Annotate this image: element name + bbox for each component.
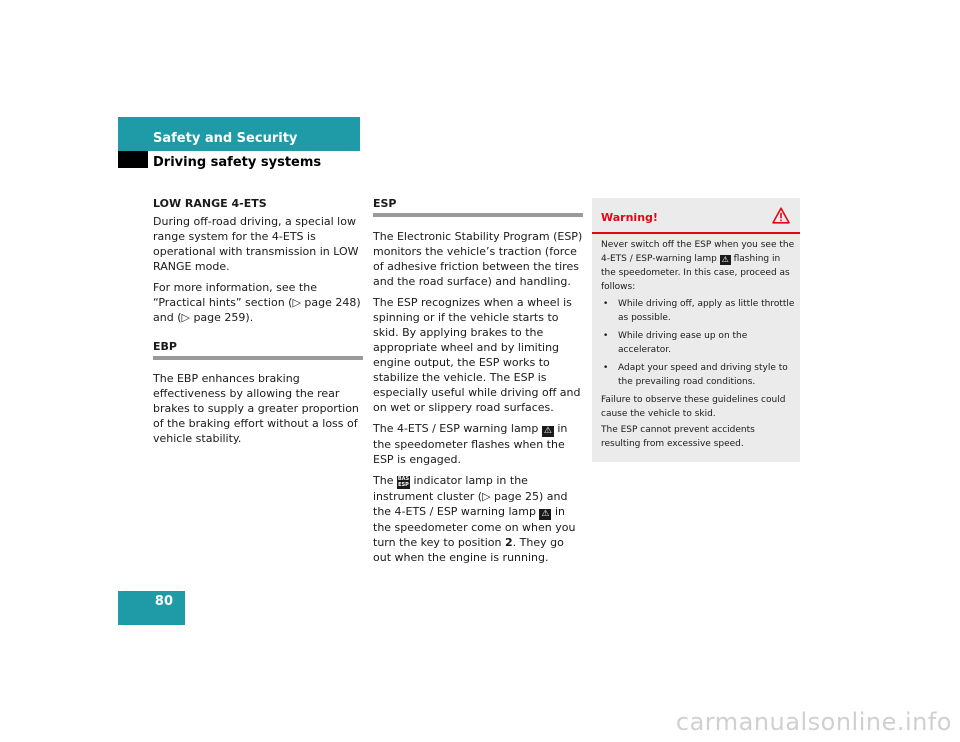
- list-item: • While driving ease up on the accelerator.: [601, 329, 795, 357]
- esp-p4-text-b: indicator lamp in the instrument cluster (▷ page 25) and the 4-ETS / ESP warning lamp: [373, 474, 568, 518]
- header-black-tab: [118, 151, 148, 168]
- bas-label: BAS: [397, 476, 410, 482]
- esp-paragraph-2: The ESP recognizes when a wheel is spinning or if the vehicle starts to skid. By applying brakes to the appropriate wheel and by limiting engine output, the ESP works to stabilize the vehicle. The ESP is especially useful while driving off and on wet or slippery road surfaces.: [373, 296, 581, 414]
- warning-paragraph-3: The ESP cannot prevent accidents resulting from excessive speed.: [601, 425, 755, 449]
- esp-paragraph-4: [373, 473, 583, 565]
- esp-heading: ESP: [373, 196, 583, 217]
- right-column: [373, 196, 583, 571]
- warning-box: [592, 198, 800, 462]
- esp-label: ESP: [398, 482, 409, 488]
- esp-p3-text-b: in the speedometer flashes when the ESP is engaged.: [373, 422, 568, 466]
- section-title: Safety and Security: [153, 131, 298, 146]
- esp-p4-text-d: . They go out when the engine is running.: [373, 536, 564, 564]
- warning-triangle-icon: [772, 207, 790, 224]
- warning-body: [601, 238, 795, 453]
- subsection-title: Driving safety systems: [153, 155, 322, 170]
- warning-paragraph-1: [601, 238, 795, 294]
- low-range-paragraph-2: For more information, see the “Practical hints” section (▷ page 248) and (▷ page 259).: [153, 281, 361, 324]
- ebp-heading: EBP: [153, 339, 363, 360]
- key-position: 2: [505, 536, 513, 549]
- warning-lamp-icon: ⚠: [721, 255, 729, 264]
- warning-p1-text-b: flashing in the speedometer. In this case, proceed as follows:: [601, 254, 790, 292]
- esp-warning-lamp-icon-2: ⚠: [541, 509, 550, 519]
- left-column: [153, 196, 363, 452]
- esp-p3-text-a: The 4-ETS / ESP warning lamp: [373, 422, 542, 435]
- esp-p4-text-c: in the speedometer come on when you turn the key to position: [373, 505, 576, 549]
- warning-p1-text-a: Never switch off the ESP when you see the 4-ETS / ESP-warning lamp: [601, 240, 795, 264]
- low-range-heading: LOW RANGE 4-ETS: [153, 197, 267, 210]
- esp-warning-lamp-icon: ⚠: [543, 426, 552, 436]
- list-item: • Adapt your speed and driving style to the prevailing road conditions.: [601, 361, 795, 389]
- ebp-paragraph: The EBP enhances braking effectiveness by allowing the rear brakes to supply a greater proportion of the braking effort without a loss of vehicle stability.: [153, 372, 359, 445]
- watermark: carmanualsonline.info: [675, 708, 952, 736]
- esp-p4-text-a: The: [373, 474, 397, 487]
- warning-paragraph-2: Failure to observe these guidelines could cause the vehicle to skid.: [601, 395, 786, 419]
- low-range-paragraph-1: During off-road driving, a special low range system for the 4-ETS is operational with transmission in LOW RANGE mode.: [153, 215, 359, 273]
- esp-paragraph-1: The Electronic Stability Program (ESP) monitors the vehicle’s traction (force of adhesive friction between the tires and the road surface) and handling.: [373, 230, 583, 288]
- warning-header: [592, 198, 800, 234]
- warning-bullet-list: [601, 297, 795, 389]
- esp-paragraph-3: [373, 421, 583, 467]
- bas-esp-indicator-icon: [397, 476, 410, 489]
- list-item: • While driving off, apply as little throttle as possible.: [601, 297, 795, 325]
- warning-title: Warning!: [601, 211, 658, 224]
- page-number: 80: [154, 594, 173, 609]
